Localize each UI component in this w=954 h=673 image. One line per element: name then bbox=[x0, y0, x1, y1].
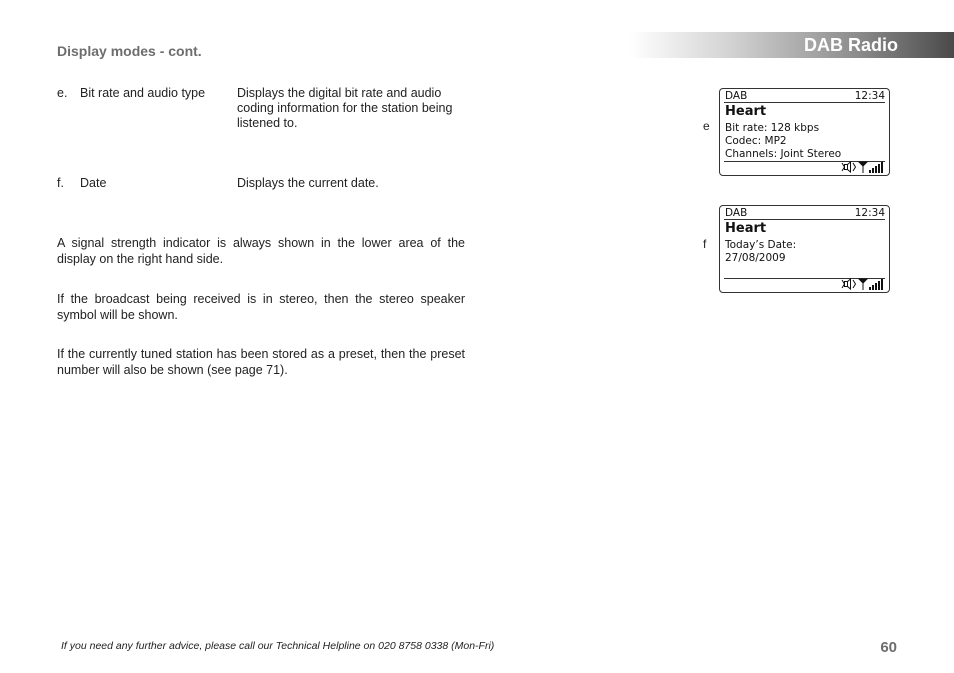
display-line: Bit rate: 128 kbps bbox=[725, 122, 820, 134]
section-title: Display modes - cont. bbox=[57, 43, 202, 59]
radio-display-date bbox=[719, 205, 890, 293]
stereo-speaker-icon bbox=[842, 162, 856, 172]
stereo-speaker-icon bbox=[842, 279, 856, 289]
display-divider bbox=[724, 102, 885, 103]
display-divider bbox=[724, 219, 885, 220]
signal-strength-icon bbox=[869, 279, 883, 290]
display-time: 12:34 bbox=[854, 207, 885, 219]
item-letter: f. bbox=[57, 176, 64, 190]
list-item-bitrate bbox=[57, 86, 477, 134]
item-term: Date bbox=[80, 176, 107, 190]
status-icons bbox=[840, 278, 886, 291]
display-station: Heart bbox=[725, 221, 767, 236]
display-mode: DAB bbox=[725, 90, 748, 102]
paragraph-stereo: If the broadcast being received is in stereo, then the stereo speaker symbol will be shown. bbox=[57, 292, 465, 322]
item-term: Bit rate and audio type bbox=[80, 86, 206, 100]
antenna-icon bbox=[859, 279, 867, 290]
item-description: Displays the digital bit rate and audio coding information for the station being listened to. bbox=[237, 86, 453, 130]
display-label: f bbox=[703, 237, 707, 251]
banner-title: DAB Radio bbox=[804, 35, 898, 55]
display-mode: DAB bbox=[725, 207, 748, 219]
paragraph-preset: If the currently tuned station has been stored as a preset, then the preset number will also be shown (see page 71). bbox=[57, 347, 465, 377]
display-time: 12:34 bbox=[854, 90, 885, 102]
paragraph-signal: A signal strength indicator is always shown in the lower area of the display on the right hand side. bbox=[57, 236, 465, 266]
antenna-icon bbox=[859, 162, 867, 173]
display-line: 27/08/2009 bbox=[725, 252, 786, 264]
item-letter: e. bbox=[57, 86, 68, 100]
display-line: Channels: Joint Stereo bbox=[725, 148, 842, 160]
display-label: e bbox=[703, 119, 710, 133]
signal-strength-icon bbox=[869, 162, 883, 173]
page-number: 60 bbox=[880, 639, 897, 656]
display-station: Heart bbox=[725, 104, 767, 119]
display-line: Codec: MP2 bbox=[725, 135, 787, 147]
status-icons bbox=[840, 161, 886, 174]
helpline-footer: If you need any further advice, please call our Technical Helpline on 020 8758 0338 (Mon-Fri) bbox=[61, 640, 495, 652]
display-line: Today’s Date: bbox=[725, 239, 797, 251]
section-banner bbox=[630, 32, 954, 58]
item-description: Displays the current date. bbox=[237, 176, 379, 190]
list-item-date bbox=[57, 176, 477, 192]
radio-display-bitrate bbox=[719, 88, 890, 176]
